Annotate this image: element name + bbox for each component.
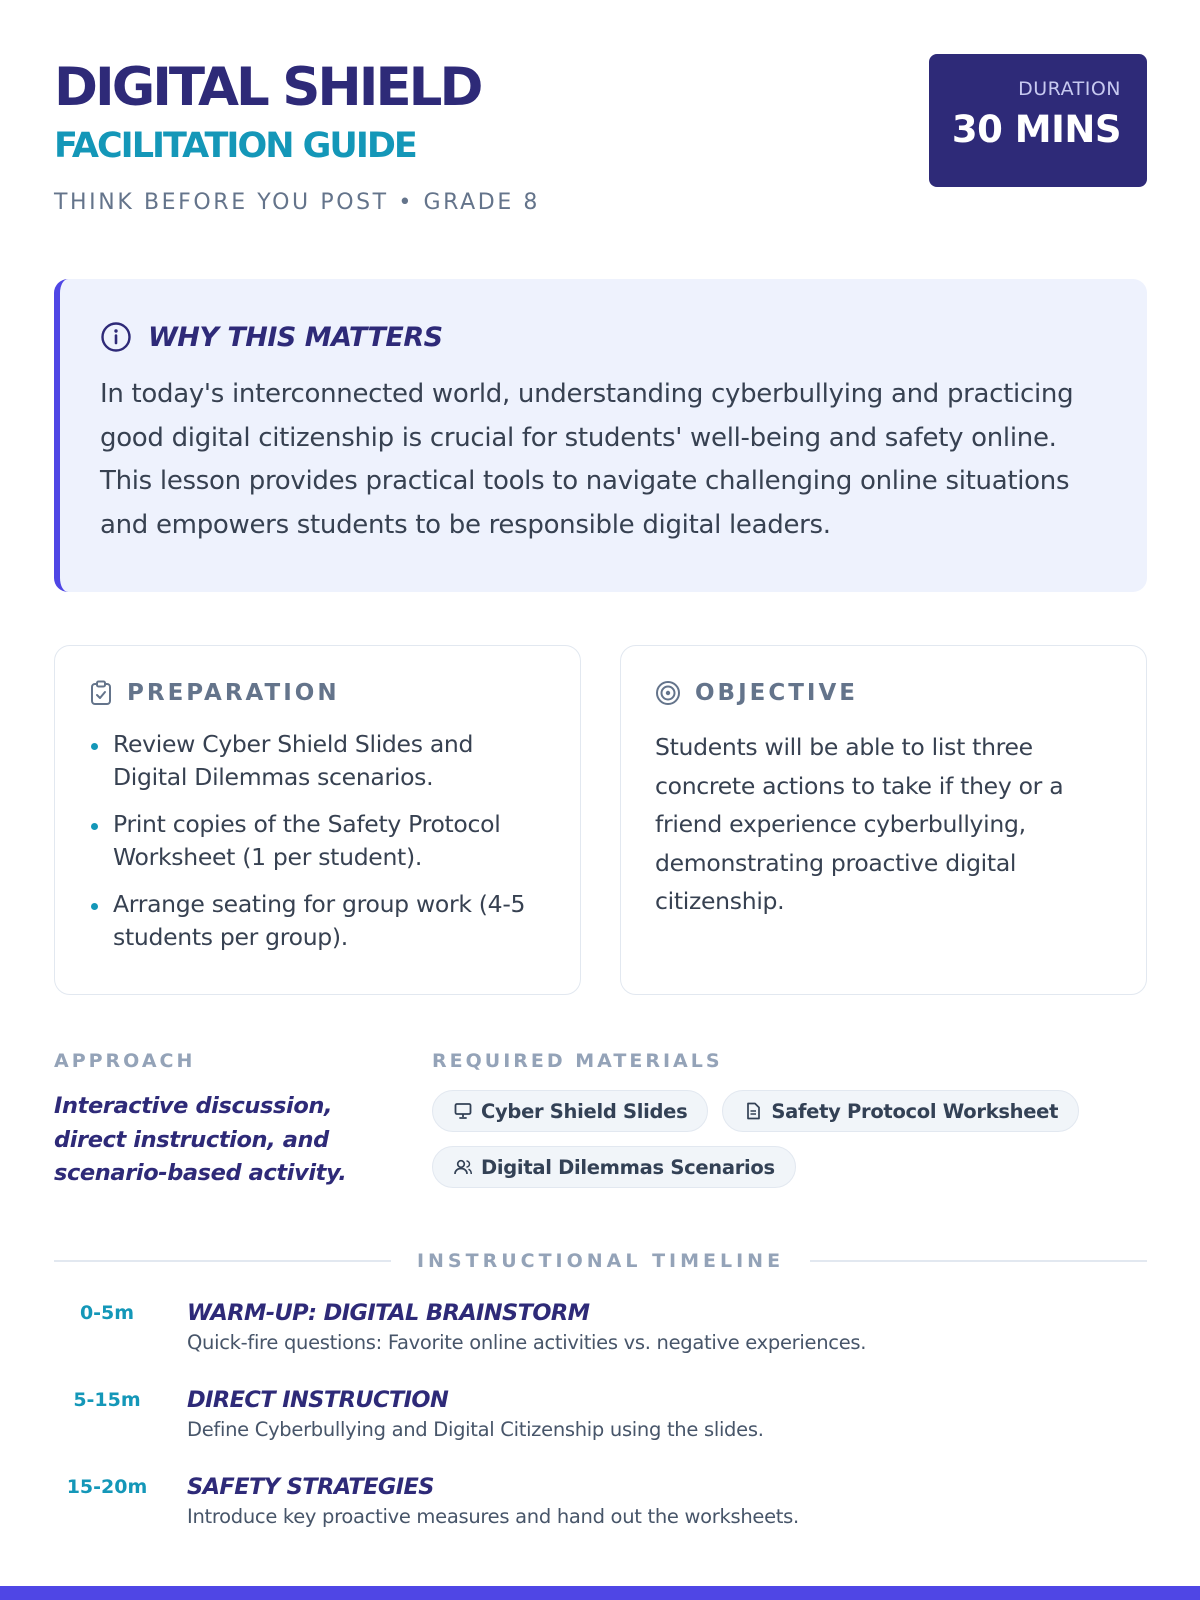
timeline-time: 5-15m <box>73 1389 141 1411</box>
approach-text: Interactive discussion, direct instruction, and scenario-based activity. <box>54 1093 347 1186</box>
header <box>54 52 1147 232</box>
users-icon <box>453 1157 473 1177</box>
why-text: In today's interconnected world, understanding cyberbullying and practicing good digital citizenship is crucial for students' well-being and safety online. This lesson provides practical tools to navigate challenging online situations and empowers students to be responsible digital leaders. <box>100 379 1074 540</box>
objective-text: Students will be able to list three concrete actions to take if they or a friend experience cyberbullying, demonstrating proactive digital citizenship. <box>655 733 1064 915</box>
why-title: WHY THIS MATTERS <box>148 321 443 353</box>
material-chip <box>432 1090 708 1132</box>
presentation-icon <box>453 1101 473 1121</box>
material-label: Safety Protocol Worksheet <box>771 1099 1059 1123</box>
material-label: Cyber Shield Slides <box>481 1099 688 1123</box>
divider <box>54 1260 391 1262</box>
timeline-item-title: SAFETY STRATEGIES <box>187 1474 434 1500</box>
preparation-card <box>54 645 581 995</box>
preparation-header <box>89 680 546 706</box>
why-header <box>100 321 1107 353</box>
clipboard-check-icon <box>89 680 113 706</box>
timeline <box>54 1296 1147 1557</box>
document-icon <box>743 1101 763 1121</box>
approach-section <box>54 1050 404 1191</box>
objective-header <box>655 680 1112 706</box>
preparation-title: PREPARATION <box>127 680 340 706</box>
preparation-list <box>89 728 546 954</box>
material-chip <box>722 1090 1079 1132</box>
tagline: THINK BEFORE YOU POST • GRADE 8 <box>54 190 541 215</box>
objective-title: OBJECTIVE <box>695 680 858 706</box>
materials-section <box>432 1050 1147 1188</box>
timeline-item-title: DIRECT INSTRUCTION <box>187 1387 449 1413</box>
timeline-time: 15-20m <box>66 1476 148 1498</box>
timeline-item <box>54 1296 1147 1383</box>
divider <box>810 1260 1147 1262</box>
timeline-item-title: WARM-UP: DIGITAL BRAINSTORM <box>187 1300 590 1326</box>
timeline-time: 0-5m <box>79 1302 135 1324</box>
duration-value: 30 MINS <box>951 108 1121 151</box>
timeline-title: INSTRUCTIONAL TIMELINE <box>416 1250 785 1272</box>
list-item: Arrange seating for group work (4-5 students per group). <box>89 888 546 954</box>
duration-badge <box>929 54 1147 187</box>
info-icon <box>100 321 132 353</box>
timeline-item <box>54 1470 1147 1557</box>
timeline-item-desc: Define Cyberbullying and Digital Citizenship using the slides. <box>187 1418 764 1441</box>
materials-label: REQUIRED MATERIALS <box>432 1050 723 1072</box>
material-label: Digital Dilemmas Scenarios <box>481 1155 775 1179</box>
list-item: Print copies of the Safety Protocol Worksheet (1 per student). <box>89 808 546 874</box>
material-chip <box>432 1146 796 1188</box>
materials-chips <box>432 1090 1147 1188</box>
approach-label: APPROACH <box>54 1050 196 1072</box>
objective-card <box>620 645 1147 995</box>
page-title: DIGITAL SHIELD <box>54 57 481 118</box>
timeline-item-desc: Introduce key proactive measures and hand out the worksheets. <box>187 1505 799 1528</box>
duration-label: DURATION <box>1018 78 1121 100</box>
timeline-item <box>54 1383 1147 1470</box>
timeline-header <box>54 1248 1147 1274</box>
bottom-accent-bar <box>0 1586 1200 1600</box>
page-subtitle: FACILITATION GUIDE <box>54 126 416 166</box>
timeline-item-desc: Quick-fire questions: Favorite online activities vs. negative experiences. <box>187 1331 867 1354</box>
list-item: Review Cyber Shield Slides and Digital Dilemmas scenarios. <box>89 728 546 794</box>
why-this-matters-panel <box>54 279 1147 592</box>
target-icon <box>655 680 681 706</box>
